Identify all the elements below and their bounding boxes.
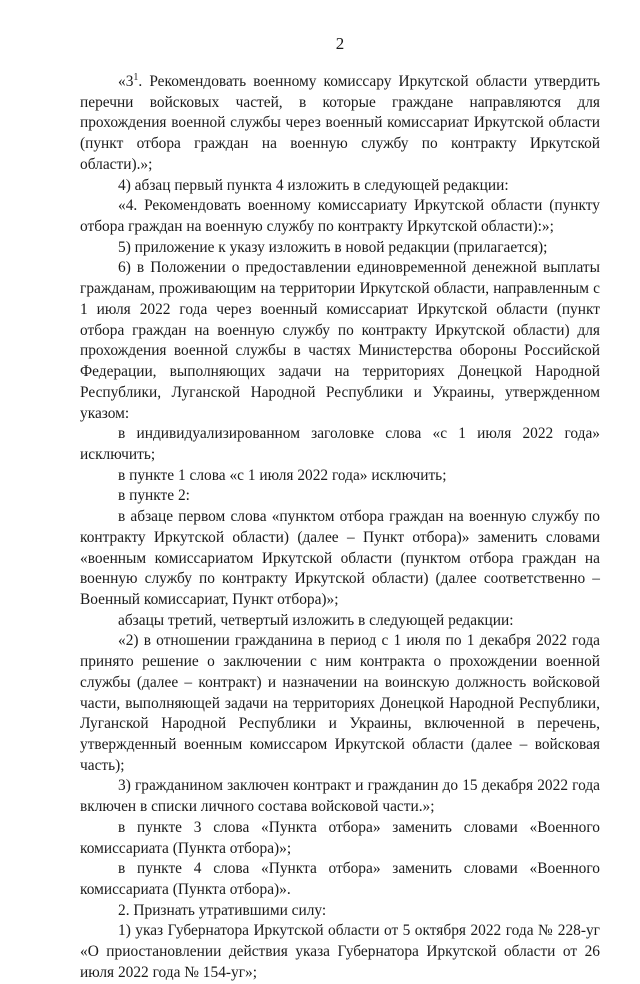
paragraph-point-4-change: в пункте 4 слова «Пункта отбора» заменить словами «Военного комиссариата (Пункта отбора)». <box>80 860 600 899</box>
paragraph-item-4: 4) абзац первый пункта 4 изложить в следующей редакции: <box>118 176 509 194</box>
clause-number-prefix: «3 <box>118 73 134 90</box>
paragraph-point-1-change: в пункте 1 слова «с 1 июля 2022 года» исключить; <box>118 466 447 484</box>
clause-superscript: 1 <box>133 71 139 83</box>
page-number: 2 <box>335 34 345 53</box>
clause-text: . Рекомендовать военному комиссару Иркутской области утвердить перечни войсковых частей, в которые граждане направляются для прохождения военной службы через военный комиссариат Иркутской области (пункт отбора граждан на военную службу по контракту Иркутской области).»; <box>80 73 600 173</box>
paragraph-item-5: 5) приложение к указу изложить в новой редакции (прилагается); <box>118 238 548 256</box>
paragraph-point-3-change: в пункте 3 слова «Пункта отбора» заменить словами «Военного комиссариата (Пункта отбора)»; <box>80 818 600 857</box>
paragraph-quote-4: «4. Рекомендовать военному комиссариату Иркутской области (пункту отбора граждан на военную службу по контракту Иркутской области):»; <box>80 197 600 236</box>
paragraph-subitem-2: «2) в отношении гражданина в период с 1 июля по 1 декабря 2022 года принято решение о заключении с ним контракта о прохождении военной службы (далее – контракт) и назначении на воинскую должность войсковой части, выполняющей задачи на территориях Донецкой Народной Республики, Луганской Народной Республики и Украины, включенной в перечень, утвержденный военным комиссаром Иркутской области (далее – войсковая часть); <box>80 632 600 774</box>
paragraph-point-2: в пункте 2: <box>118 487 190 505</box>
paragraph-repeal-item-1: 1) указ Губернатора Иркутской области от 5 октября 2022 года № 228-уг «О приостановлении действия указа Губернатора Иркутской области от 26 июля 2022 года № 154-уг»; <box>80 922 600 981</box>
paragraph-section-2: 2. Признать утратившими силу: <box>118 901 327 919</box>
paragraph-subitem-3: 3) гражданином заключен контракт и гражданин до 15 декабря 2022 года включен в списки личного состава войсковой части.»; <box>80 777 600 816</box>
document-body <box>80 72 600 984</box>
paragraph-point-2-first-abzac: в абзаце первом слова «пунктом отбора граждан на военную службу по контракту Иркутской области) (далее – Пункт отбора)» заменить словами «военным комиссариатом Иркутской области (пунктом отбора граждан на военную службу по контракту Иркутской области) (далее соответственно – Военный комиссариат, Пункт отбора)»; <box>80 508 600 608</box>
paragraph-item-6: 6) в Положении о предоставлении единовременной денежной выплаты гражданам, проживающим на территории Иркутской области, направленным с 1 июля 2022 года через военный комиссариат Иркутской области (пункт отбора граждан на военную службу по контракту Иркутской области) для прохождения военной службы в частях Министерства обороны Российской Федерации, выполняющих задачи на территориях Донецкой Народной Республики, Луганской Народной Республики и Украины, утвержденном указом: <box>80 259 600 422</box>
paragraph-heading-change: в индивидуализированном заголовке слова «с 1 июля 2022 года» исключить; <box>80 425 600 463</box>
paragraph-abzacs-3-4: абзацы третий, четвертый изложить в следующей редакции: <box>118 611 514 629</box>
paragraph-clause-3-1 <box>80 72 600 176</box>
